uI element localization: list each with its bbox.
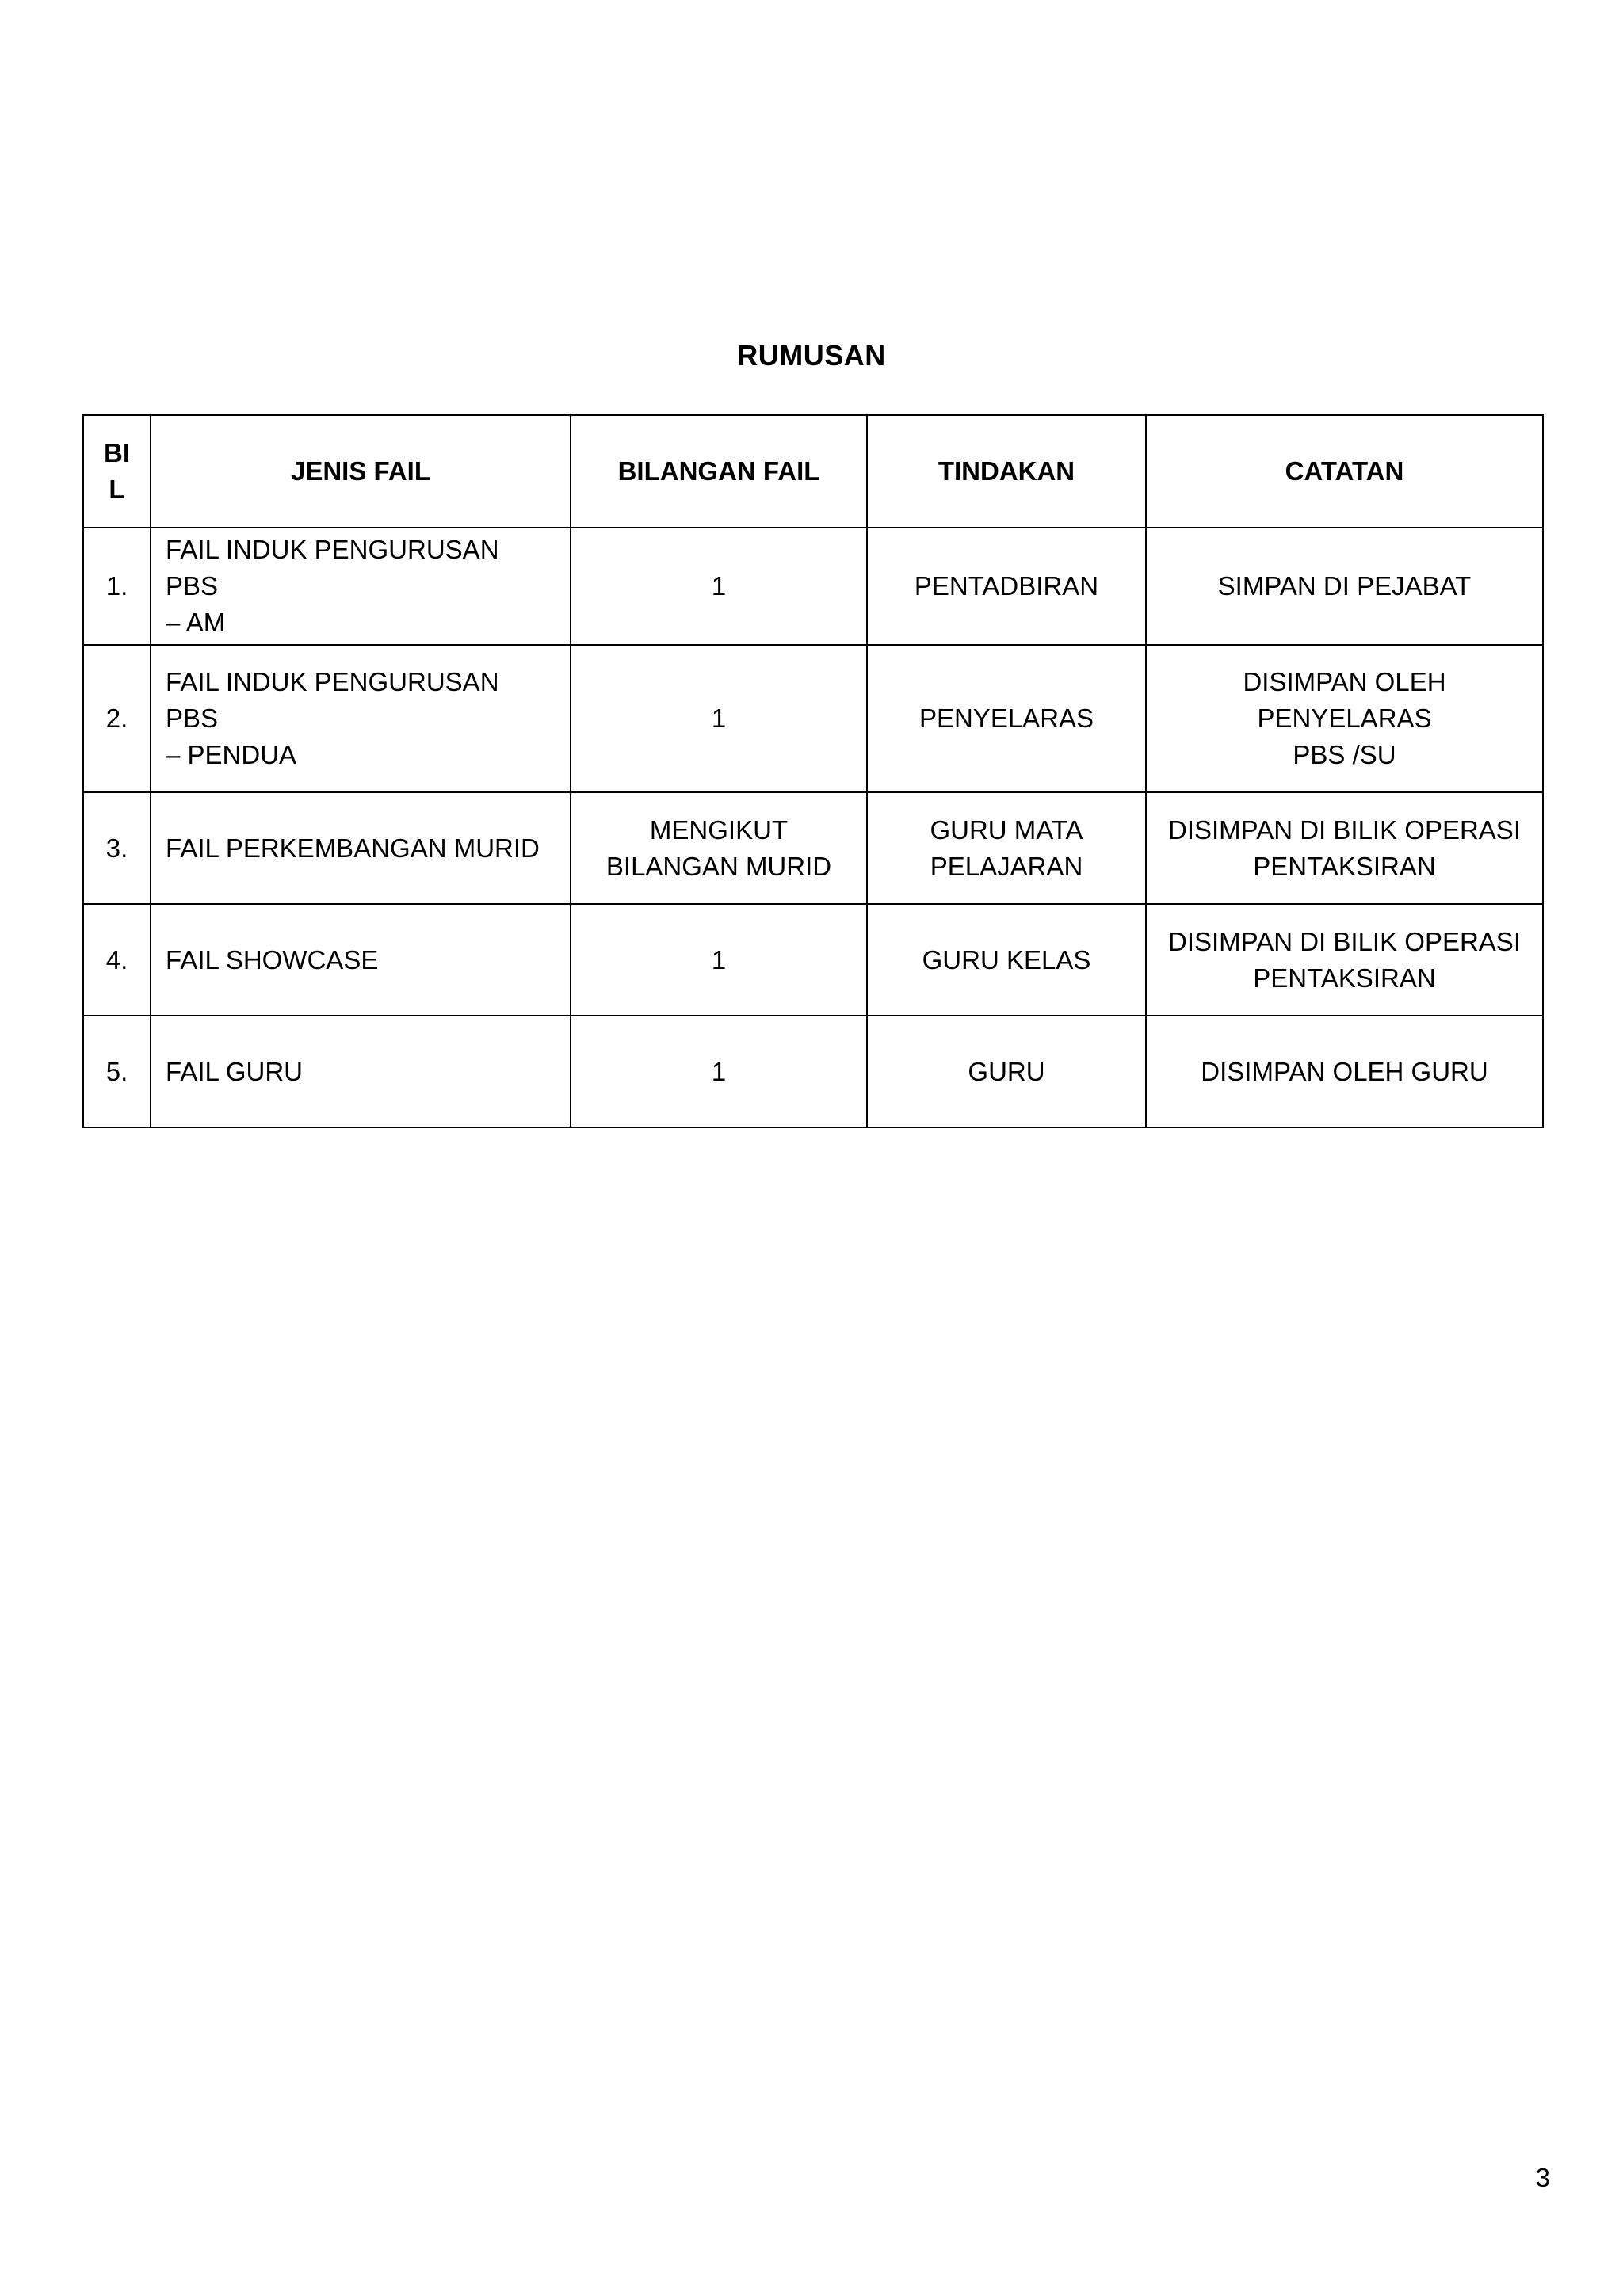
cell-bilangan-fail: MENGIKUT BILANGAN MURID [571, 792, 867, 904]
header-jenis-fail: JENIS FAIL [151, 415, 571, 528]
cell-tindakan: PENYELARAS [867, 645, 1146, 792]
cell-catatan: DISIMPAN OLEH PENYELARAS PBS /SU [1146, 645, 1543, 792]
table-row [83, 904, 1543, 1016]
cell-catatan: DISIMPAN DI BILIK OPERASI PENTAKSIRAN [1146, 904, 1543, 1016]
cell-catatan: SIMPAN DI PEJABAT [1146, 528, 1543, 645]
cell-tindakan: GURU [867, 1016, 1146, 1127]
header-bil: BI L [83, 415, 151, 528]
cell-jenis-fail: FAIL PERKEMBANGAN MURID [151, 792, 571, 904]
header-catatan: CATATAN [1146, 415, 1543, 528]
page-number: 3 [1535, 2163, 1550, 2192]
table-row [83, 792, 1543, 904]
cell-tindakan: GURU MATA PELAJARAN [867, 792, 1146, 904]
header-tindakan: TINDAKAN [867, 415, 1146, 528]
table-row [83, 1016, 1543, 1127]
page-title: RUMUSAN [737, 339, 886, 372]
cell-bil: 5. [83, 1016, 151, 1127]
cell-bilangan-fail: 1 [571, 528, 867, 645]
cell-tindakan: GURU KELAS [867, 904, 1146, 1016]
cell-catatan: DISIMPAN OLEH GURU [1146, 1016, 1543, 1127]
cell-bilangan-fail: 1 [571, 1016, 867, 1127]
cell-bil: 3. [83, 792, 151, 904]
summary-table [82, 414, 1544, 1128]
cell-jenis-fail: FAIL SHOWCASE [151, 904, 571, 1016]
cell-bil: 2. [83, 645, 151, 792]
cell-tindakan: PENTADBIRAN [867, 528, 1146, 645]
cell-catatan: DISIMPAN DI BILIK OPERASI PENTAKSIRAN [1146, 792, 1543, 904]
cell-bilangan-fail: 1 [571, 904, 867, 1016]
table-row [83, 528, 1543, 645]
table-header-row [83, 415, 1543, 528]
cell-bil: 4. [83, 904, 151, 1016]
cell-jenis-fail: FAIL INDUK PENGURUSAN PBS – AM [151, 528, 571, 645]
cell-bilangan-fail: 1 [571, 645, 867, 792]
cell-jenis-fail: FAIL INDUK PENGURUSAN PBS – PENDUA [151, 645, 571, 792]
table-row [83, 645, 1543, 792]
header-bilangan-fail: BILANGAN FAIL [571, 415, 867, 528]
cell-bil: 1. [83, 528, 151, 645]
cell-jenis-fail: FAIL GURU [151, 1016, 571, 1127]
